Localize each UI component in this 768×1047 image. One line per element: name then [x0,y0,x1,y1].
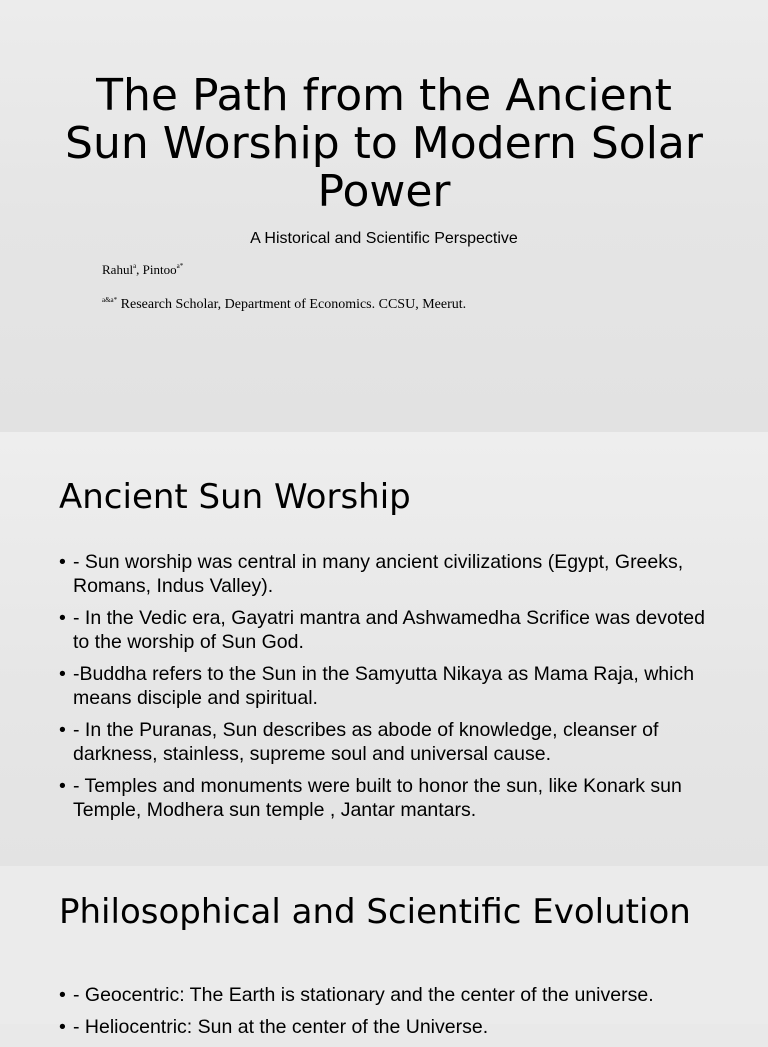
bullet-dot: • [59,719,66,741]
list-item [59,983,719,1007]
bullet-dot: • [59,1016,66,1038]
bullet-dot: • [59,984,66,1006]
affiliation-text: Research Scholar, Department of Economics. CCSU, Meerut. [117,297,467,312]
title-slide [0,0,768,432]
presentation-subtitle: A Historical and Scientific Perspective [250,230,518,247]
authors-line [102,262,183,278]
author-superscript-2: a* [176,262,184,270]
presentation-title: The Path from the Ancient Sun Worship to Modern Solar Power [65,70,703,217]
author-name-2: , Pintoo [136,262,177,277]
list-item [59,606,719,654]
bullet-list [59,550,719,830]
bullet-text: -Buddha refers to the Sun in the Samyutta Nikaya as Mama Raja, which means disciple and spiritual. [73,663,695,709]
bullet-dot: • [59,607,66,629]
author-name-1: Rahul [102,262,134,277]
list-item [59,774,719,822]
bullet-text: - Heliocentric: Sun at the center of the Universe. [73,1016,489,1038]
list-item [59,1015,719,1039]
bullet-text: - In the Vedic era, Gayatri mantra and Ashwamedha Scrifice was devoted to the worship of Sun God. [73,607,705,653]
list-item [59,662,719,710]
bullet-list [59,983,719,1047]
slide-heading: Philosophical and Scientific Evolution [59,892,691,932]
list-item [59,550,719,598]
affiliation-superscript: a&a* [102,296,118,304]
author-superscript-1: a [133,262,137,270]
bullet-text: - Temples and monuments were built to honor the sun, like Konark sun Temple, Modhera sun temple , Jantar mantars. [73,775,682,821]
bullet-text: - In the Puranas, Sun describes as abode of knowledge, cleanser of darkness, stainless, supreme soul and universal cause. [73,719,659,765]
slide-heading: Ancient Sun Worship [59,477,411,517]
bullet-text: - Sun worship was central in many ancient civilizations (Egypt, Greeks, Romans, Indus Valley). [73,551,684,597]
bullet-dot: • [59,663,66,685]
bullet-text: - Geocentric: The Earth is stationary and the center of the universe. [73,984,654,1006]
ancient-sun-worship-slide [0,432,768,866]
bullet-dot: • [59,775,66,797]
list-item [59,718,719,766]
philosophical-scientific-slide [0,866,768,1038]
affiliation-line [102,296,466,313]
bullet-dot: • [59,551,66,573]
